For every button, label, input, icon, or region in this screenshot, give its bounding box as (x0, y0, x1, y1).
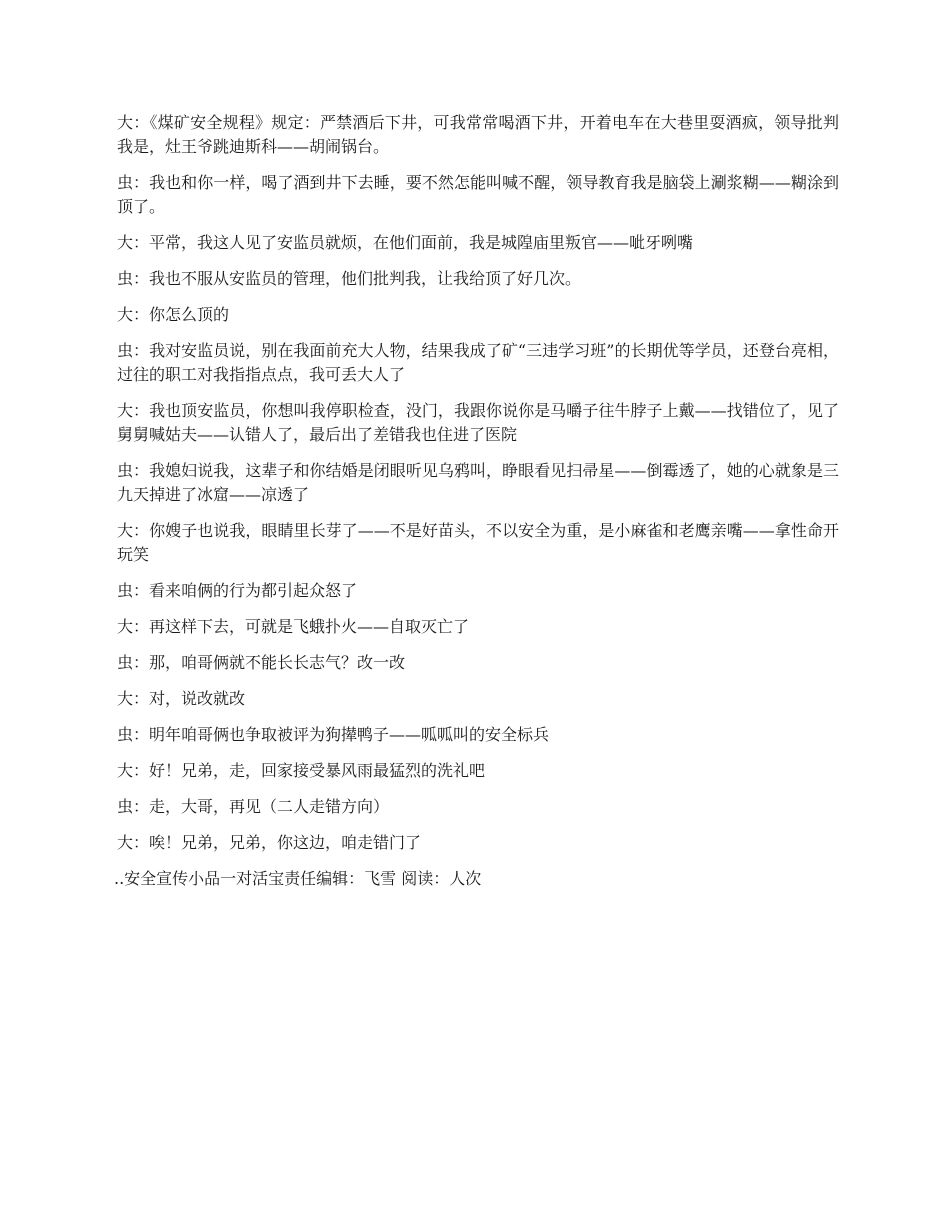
dialogue-line: 虫：我对安监员说，别在我面前充大人物，结果我成了矿“三违学习班”的长期优等学员，还登台亮相，过往的职工对我指指点点，我可丢大人了 (117, 341, 839, 384)
dialogue-line: 大：对，说改就改 (117, 689, 246, 708)
dialogue-line: 虫：我也不服从安监员的管理，他们批判我，让我给顶了好几次。 (117, 269, 582, 288)
document-body (114, 111, 839, 891)
dialogue-line: 大：我也顶安监员，你想叫我停职检查，没门，我跟你说你是马嚼子往牛脖子上戴——找错位了，见了舅舅喊姑夫——认错人了，最后出了差错我也住进了医院 (117, 401, 839, 444)
dialogue-line: 虫：走，大哥，再见（二人走错方向） (117, 797, 390, 816)
dialogue-line: 虫：明年咱哥俩也争取被评为狗撵鸭子——呱呱叫的安全标兵 (117, 725, 550, 744)
dialogue-line: 大：你怎么顶的 (117, 305, 230, 324)
dialogue-line: 大：好！兄弟，走，回家接受暴风雨最猛烈的洗礼吧 (117, 761, 486, 780)
dialogue-line: 虫：看来咱俩的行为都引起众怒了 (117, 581, 358, 600)
dialogue-line: 大：平常，我这人见了安监员就烦，在他们面前，我是城隍庙里叛官——呲牙咧嘴 (117, 233, 694, 252)
footer-credits: ..安全宣传小品一对活宝责任编辑：飞雪 阅读：人次 (114, 869, 482, 888)
dialogue-line: 大：你嫂子也说我，眼睛里长芽了——不是好苗头，不以安全为重，是小麻雀和老鹰亲嘴——拿性命开玩笑 (117, 521, 839, 564)
dialogue-line: 虫：那，咱哥俩就不能长长志气？改一改 (117, 653, 406, 672)
dialogue-line: 大：再这样下去，可就是飞蛾扑火——自取灭亡了 (117, 617, 470, 636)
dialogue-line: 大：唉！兄弟，兄弟，你这边，咱走错门了 (117, 833, 422, 852)
dialogue-line: 虫：我媳妇说我，这辈子和你结婚是闭眼听见乌鸦叫，睁眼看见扫帚星——倒霉透了，她的心就象是三九天掉进了冰窟——凉透了 (117, 461, 839, 504)
dialogue-line: 虫：我也和你一样，喝了酒到井下去睡，要不然怎能叫喊不醒，领导教育我是脑袋上涮浆糊——糊涂到顶了。 (117, 173, 839, 216)
dialogue-line: 大：《煤矿安全规程》规定：严禁酒后下井，可我常常喝酒下井，开着电车在大巷里耍酒疯，领导批判我是，灶王爷跳迪斯科——胡闹锅台。 (117, 113, 839, 156)
